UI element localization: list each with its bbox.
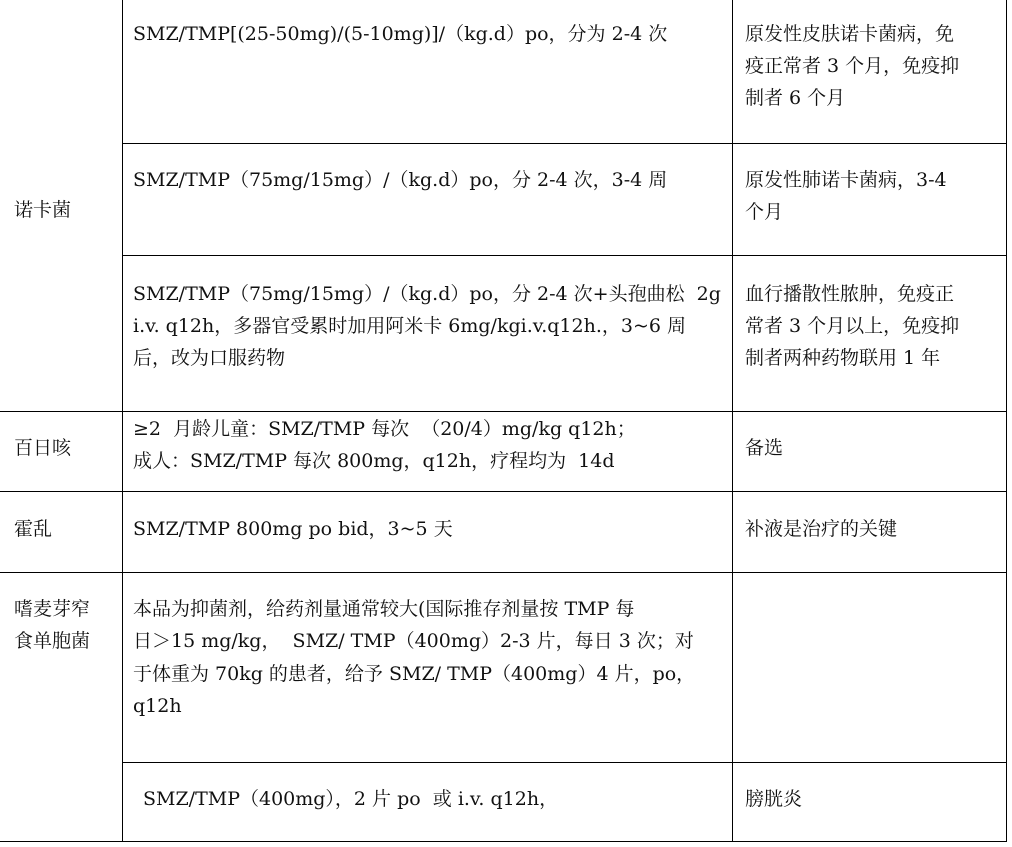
note-text: 备选 <box>745 437 784 459</box>
regimen-text: q12h <box>133 695 182 717</box>
row-divider <box>0 491 1007 492</box>
regimen-text: i.v. q12h，多器官受累时加用阿米卡 6mg/kgi.v.q12h.，3~6 周 <box>133 315 687 337</box>
regimen-text: SMZ/TMP（400mg），2 片 po 或 i.v. q12h， <box>143 788 559 810</box>
row-divider <box>0 411 1007 412</box>
note-text: 血行播散性脓肿，免疫正 <box>745 283 955 305</box>
col-divider <box>732 0 733 842</box>
organism-label: 食单胞菌 <box>14 630 91 652</box>
note-text: 制者 6 个月 <box>745 87 846 109</box>
regimen-text: 于体重为 70kg 的患者，给予 SMZ/ TMP（400mg）4 片，po， <box>133 663 696 685</box>
row-divider <box>122 762 1007 763</box>
organism-label: 霍乱 <box>14 518 53 540</box>
table-bottom-border <box>0 841 1007 842</box>
organism-label: 诺卡菌 <box>14 199 72 221</box>
row-divider <box>122 143 1007 144</box>
note-text: 补液是治疗的关键 <box>745 518 898 540</box>
organism-label: 百日咳 <box>14 437 72 459</box>
note-text: 制者两种药物联用 1 年 <box>745 347 941 369</box>
note-text: 原发性肺诺卡菌病，3-4 <box>745 169 947 191</box>
regimen-text: SMZ/TMP（75mg/15mg）/（kg.d）po，分 2-4 次+头孢曲松 2g <box>133 283 721 305</box>
regimen-text: 本品为抑菌剂，给药剂量通常较大(国际推存剂量按 TMP 每 <box>133 598 635 620</box>
regimen-text: 后，改为口服药物 <box>133 347 286 369</box>
regimen-text: ≥2 月龄儿童：SMZ/TMP 每次 （20/4）mg/kg q12h； <box>133 418 636 440</box>
organism-label: 嗜麦芽窄 <box>14 598 91 620</box>
note-text: 膀胱炎 <box>745 788 803 810</box>
row-divider <box>122 255 1007 256</box>
row-divider <box>0 572 1007 573</box>
note-text: 个月 <box>745 201 784 223</box>
table-right-border <box>1006 0 1007 842</box>
regimen-text: SMZ/TMP（75mg/15mg）/（kg.d）po，分 2-4 次，3-4 周 <box>133 169 668 191</box>
note-text: 疫正常者 3 个月，免疫抑 <box>745 55 960 77</box>
regimen-text: SMZ/TMP 800mg po bid，3~5 天 <box>133 518 453 540</box>
col-divider <box>122 0 123 842</box>
note-text: 常者 3 个月以上，免疫抑 <box>745 315 960 337</box>
regimen-text: 日＞15 mg/kg， SMZ/ TMP（400mg）2-3 片，每日 3 次；对 <box>133 630 694 652</box>
regimen-text: 成人：SMZ/TMP 每次 800mg，q12h，疗程均为 14d <box>133 450 615 472</box>
regimen-text: SMZ/TMP[(25-50mg)/(5-10mg)]/（kg.d）po，分为 2-4 次 <box>133 23 668 45</box>
note-text: 原发性皮肤诺卡菌病，免 <box>745 23 955 45</box>
